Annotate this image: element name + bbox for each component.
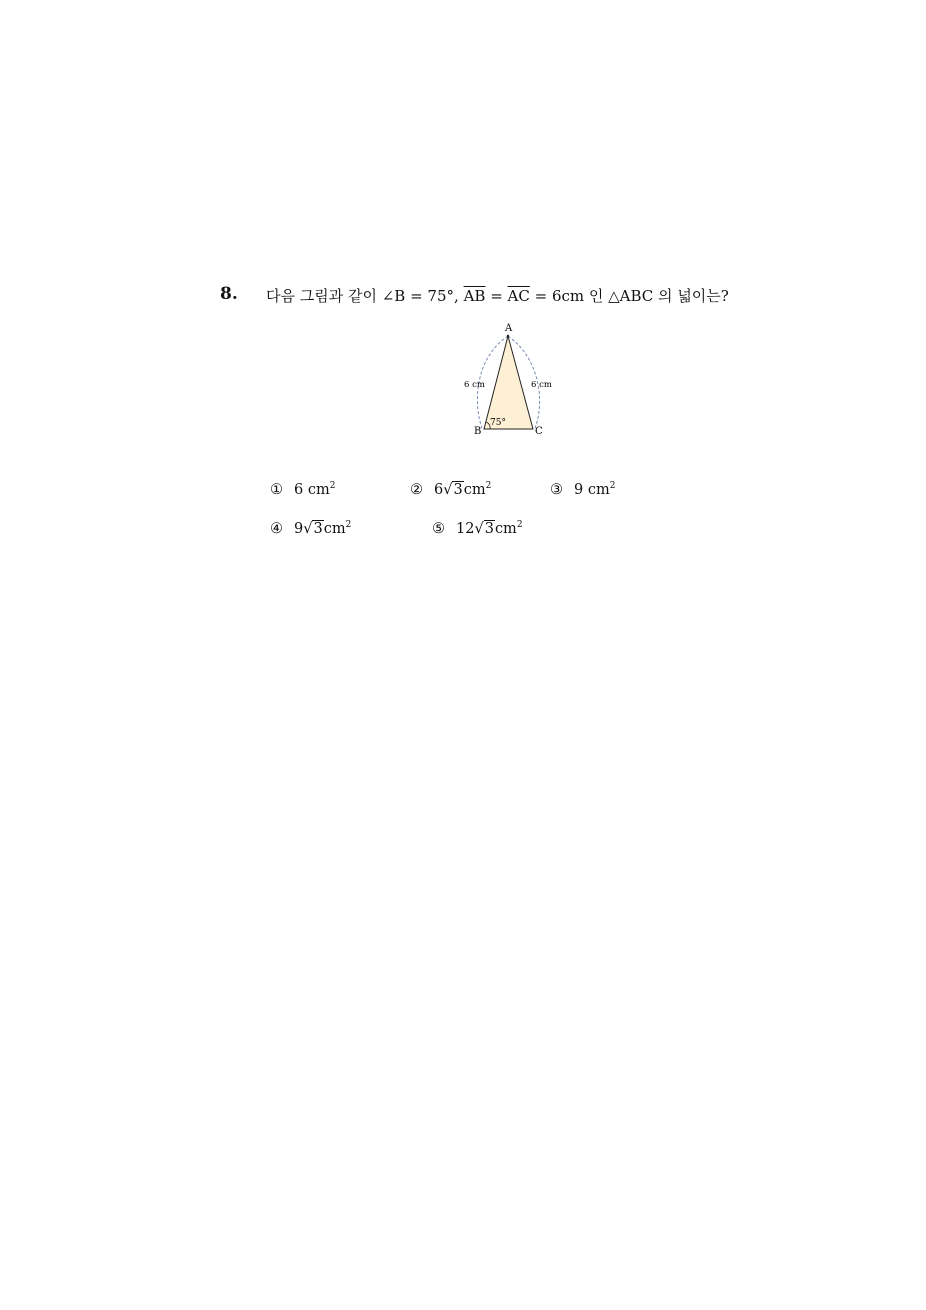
choice-unit: cm: [307, 482, 330, 498]
choice-coef: 9: [294, 521, 304, 537]
segment-ac: $\overline{AC}$: [507, 287, 530, 305]
choice-row-2: [270, 521, 690, 560]
answer-choices: [270, 482, 690, 560]
sqrt-symbol: √3: [474, 521, 494, 537]
sqrt-symbol: √3: [303, 521, 323, 537]
vertex-a-label: A: [505, 323, 513, 334]
choice-marker: ⑤: [432, 521, 445, 537]
choice-radicand: 3: [484, 521, 494, 537]
choice-marker: ①: [270, 482, 283, 498]
sqrt-symbol: √3: [443, 482, 463, 498]
choice-marker: ④: [270, 521, 283, 537]
choice-coef: 9: [574, 482, 584, 498]
choice-4[interactable]: [270, 521, 432, 537]
choice-exponent: 2: [516, 520, 523, 530]
triangle-figure: [455, 318, 565, 440]
question-number: 8.: [220, 284, 238, 304]
choice-radicand: 3: [453, 482, 463, 498]
choice-exponent: 2: [485, 481, 492, 491]
choice-unit: cm: [323, 521, 346, 537]
choice-coef: 6: [294, 482, 304, 498]
choice-3[interactable]: [550, 482, 690, 498]
left-side-label: 6 cm: [464, 380, 485, 390]
question-text-suffix: = 6cm 인 △ABC 의 넓이는?: [529, 287, 729, 305]
triangle-abc: [484, 336, 533, 429]
choice-exponent: 2: [329, 481, 336, 491]
choice-exponent: 2: [345, 520, 352, 530]
choice-marker: ②: [410, 482, 423, 498]
question-text-prefix: 다음 그림과 같이 ∠B = 75°,: [266, 287, 464, 305]
right-side-label: 6 cm: [531, 380, 552, 390]
choice-coef: 12: [456, 521, 475, 537]
question-text: [266, 285, 729, 306]
choice-radicand: 3: [313, 521, 323, 537]
choice-5[interactable]: [432, 521, 594, 537]
vertex-c-label: C: [535, 426, 543, 437]
vertex-b-label: B: [474, 426, 482, 437]
question-equals: =: [485, 287, 508, 305]
angle-b-label: 75°: [490, 418, 506, 428]
choice-coef: 6: [434, 482, 444, 498]
choice-unit: cm: [494, 521, 517, 537]
choice-unit: cm: [463, 482, 486, 498]
vertex-a-dot: [507, 335, 509, 337]
segment-ab: $\overline{AB}$: [463, 287, 486, 305]
choice-unit: cm: [587, 482, 610, 498]
choice-exponent: 2: [609, 481, 616, 491]
choice-1[interactable]: [270, 482, 410, 498]
choice-marker: ③: [550, 482, 563, 498]
choice-row-1: [270, 482, 690, 521]
choice-2[interactable]: [410, 482, 550, 498]
